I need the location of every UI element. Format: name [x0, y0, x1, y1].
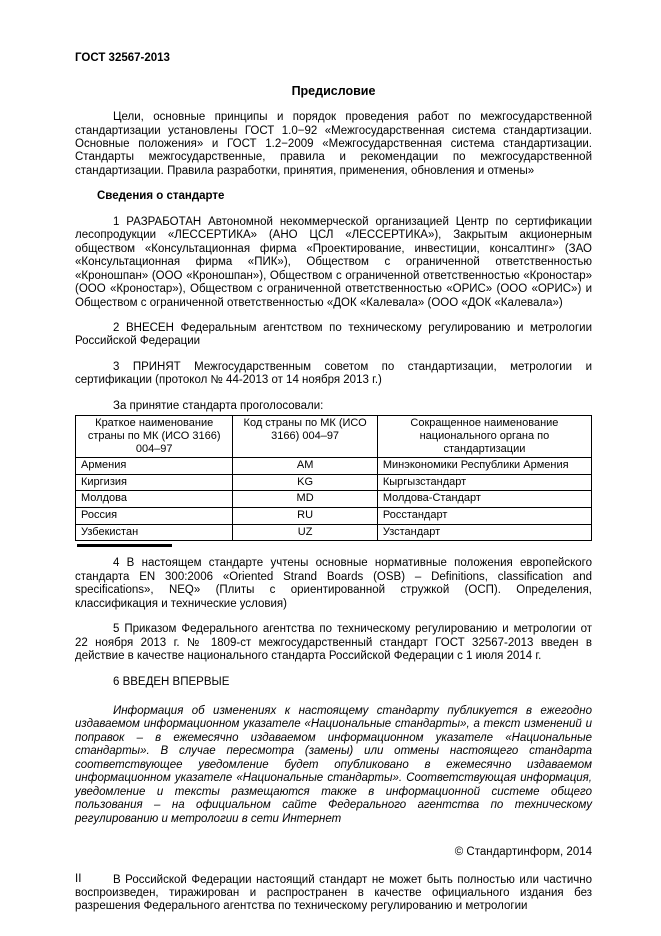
table-cell-code: RU: [233, 508, 377, 525]
table-cell-code: KG: [233, 474, 377, 491]
item-4-en-standard: 4 В настоящем стандарте учтены основные нормативные положения европейского стандарта EN 300:2006 «Oriented Strand Boards (OSB) – Definitions, classification and specifications», NEQ» (Плиты с ориентированной стружкой (ОСП). Определения, классификация и технические условия): [75, 557, 592, 610]
intro-paragraph: Цели, основные принципы и порядок проведения работ по межгосударственной стандартизации установлены ГОСТ 1.0−92 «Межгосударственная система стандартизации. Основные положения» и ГОСТ 1.2−2009 «Межгосударственная система стандартизации. Стандарты межгосударственные, правила и рекомендации по межгосударственной стандартизации. Правила разработки, принятия, применения, обновления и отмены»: [75, 111, 592, 177]
item-1-developed: 1 РАЗРАБОТАН Автономной некоммерческой организацией Центр по сертификации лесопродукции «ЛЕССЕРТИКА» (АНО ЦСЛ «ЛЕССЕРТИКА»), Закрытым акционерным обществом «Консультационная фирма «Проектирование, инвестиции, консалтинг» (ЗАО «Консультационная фирма «ПИК»), Обществом с ограниченной ответственностью «Кроношпан» (ООО «Кроношпан»), Обществом с ограниченной ответственностью «Кроностар» (ООО «Кроностар»), Обществом с ограниченной ответственностью «ОРИС» (ООО «ОРИС») и Обществом с ограниченной ответственностью «ДОК «Калевала» (ООО «ДОК «Калевала»): [75, 215, 592, 309]
voting-table: [75, 415, 592, 541]
item-2-submitted: 2 ВНЕСЕН Федеральным агентством по техническому регулированию и метрологии Российской Федерации: [75, 321, 592, 348]
col-header-country-code: Код страны по МК (ИСО 3166) 004–97: [233, 416, 377, 458]
table-cell-body: Молдова-Стандарт: [377, 491, 591, 508]
table-row: [76, 524, 592, 541]
item-5-order: 5 Приказом Федерального агентства по техническому регулированию и метрологии от 22 ноября 2013 г. № 1809-ст межгосударственный стандарт ГОСТ 32567-2013 введен в действие в качестве национального стандарта Российской Федерации с 1 июля 2014 г.: [75, 623, 592, 663]
table-cell-country: Молдова: [76, 491, 233, 508]
col-header-country-name: Краткое наименование страны по МК (ИСО 3166) 004–97: [76, 416, 233, 458]
standard-info-heading: Сведения о стандарте: [97, 190, 225, 203]
change-notice: Информация об изменениях к настоящему стандарту публикуется в ежегодно издаваемом информационном указателе «Национальные стандарты», а текст изменений и поправок – в ежемесячно издаваемом информационном указателе «Национальные стандарты». В случае пересмотра (замены) или отмены настоящего стандарта соответствующее уведомление будет опубликовано в ежемесячно издаваемом информационном указателе «Национальные стандарты». Соответствующая информация, уведомление и тексты размещаются также в информационной системе общего пользования – на официальном сайте Федерального агентства по техническому регулированию и метрологии в сети Интернет: [75, 704, 592, 825]
table-cell-country: Армения: [76, 458, 233, 475]
reproduction-note: В Российской Федерации настоящий стандарт не может быть полностью или частично воспроизведен, тиражирован и распространен в качестве официального издания без разрешения Федерального агентства по техническому регулированию и метрологии: [75, 873, 592, 913]
table-cell-code: AM: [233, 458, 377, 475]
table-cell-country: Киргизия: [76, 474, 233, 491]
table-row: [76, 508, 592, 525]
table-cell-body: Росстандарт: [377, 508, 591, 525]
table-row: [76, 458, 592, 475]
doc-number: ГОСТ 32567-2013: [75, 52, 170, 64]
table-cell-country: Россия: [76, 508, 233, 525]
item-3-adopted: 3 ПРИНЯТ Межгосударственным советом по стандартизации, метрологии и сертификации (протокол № 44-2013 от 14 ноября 2013 г.): [75, 360, 592, 387]
copyright-line: © Стандартинформ, 2014: [454, 846, 592, 859]
table-cell-body: Узстандарт: [377, 524, 591, 541]
vote-intro: За принятие стандарта проголосовали:: [113, 399, 324, 412]
col-header-national-body: Сокращенное наименование национального органа по стандартизации: [377, 416, 591, 458]
table-row: [76, 491, 592, 508]
page-title: Предисловие: [291, 84, 376, 99]
table-header-row: [76, 416, 592, 458]
table-row: [76, 474, 592, 491]
item-6-first-introduced: 6 ВВЕДЕН ВПЕРВЫЕ: [113, 675, 230, 688]
table-cell-country: Узбекистан: [76, 524, 233, 541]
scan-artifact: [77, 544, 172, 547]
table-cell-code: MD: [233, 491, 377, 508]
table-cell-body: Кыргызстандарт: [377, 474, 591, 491]
page-number: II: [75, 872, 82, 885]
table-cell-body: Минэкономики Республики Армения: [377, 458, 591, 475]
page-content: [75, 52, 592, 926]
table-cell-code: UZ: [233, 524, 377, 541]
